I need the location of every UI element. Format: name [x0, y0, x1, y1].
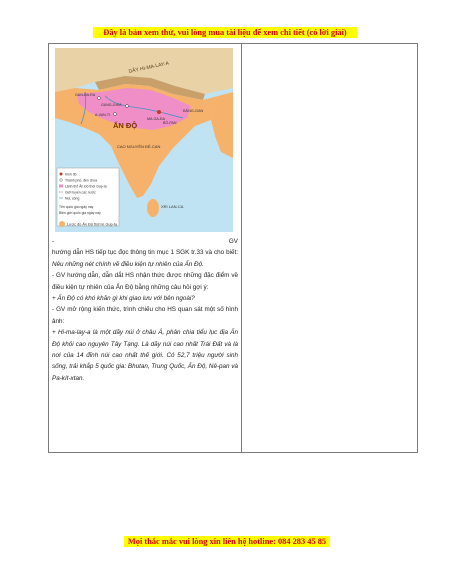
bengal-label: BĂNG-GAN [183, 109, 204, 113]
city-marker [126, 105, 129, 108]
legend-extra-item: Tên quốc gia ngày nay [59, 205, 94, 209]
instruction-paragraph [52, 247, 238, 270]
bopal-label: BÔ-PAN [163, 121, 177, 125]
legend-item: Lãnh thổ Ấn Độ thời Gúp-ta [65, 184, 107, 189]
mountains-label: DÃY HI-MA-LAY-A [128, 60, 170, 75]
ganga-label: GANG-GHIA [101, 103, 122, 107]
dash-marker: - [52, 238, 55, 245]
legend-item: Thành phố, đền chùa [65, 178, 98, 183]
first-line [52, 236, 238, 247]
gupta-india-map [55, 48, 233, 232]
hint-question: + Ấn Độ có khó khăn gì khi giao lưu với bên ngoài? [52, 295, 195, 303]
srilanka-island [147, 199, 159, 217]
map-figure [55, 48, 233, 232]
activity-cell [49, 44, 241, 452]
legend-item: Núi, sông [65, 196, 80, 201]
city-marker [98, 97, 101, 100]
capital-marker [157, 110, 161, 114]
magadha-label: MA-GA-ĐA [147, 117, 165, 121]
city-marker [114, 113, 117, 116]
srilanka-label: XRI LAN-CA [161, 204, 184, 209]
hotline-banner: Mọi thắc mắc vui lòng xin liên hệ hotline: 084 283 45 85 [124, 536, 330, 547]
preview-notice-banner: Đây là bản xem thử, vui lòng mua tài liệu để xem chi tiết (có lời giải) [93, 27, 357, 38]
caption-badge-icon [59, 221, 65, 227]
gandhara-label: GAN-ĐA-RA [75, 93, 96, 97]
legend-item: Kinh đô [65, 172, 77, 177]
legend-city-icon [60, 179, 63, 182]
lesson-table [48, 43, 418, 453]
legend-gupta-swatch [59, 185, 63, 188]
lesson-text [52, 236, 238, 384]
extension-paragraph: - GV mở rộng kiến thức, trình chiếu cho HS quan sát một số hình ảnh: [52, 306, 238, 325]
himalaya-paragraph: + Hi-ma-lay-a là một dãy núi ở châu Á, phân chia tiểu lục địa Ấn Độ khỏi cao nguyên Tây Tạng. Là dãy núi cao nhất Trái Đất và là nơi của 14 đỉnh núi cao nhất thế giới. Có 52,7 triệu người sinh sống, trải khắp 5 quốc gia: Bhutan, Trung Quốc, Ấn Độ, Nê-pan và Pa-kít-xtan. [52, 329, 238, 382]
avanti-label: A-VAN-TI [95, 113, 111, 117]
instruction-text: hướng dẫn HS tiếp tục đọc thông tin mục 1 SGK tr.33 và cho biết: [52, 249, 238, 257]
guide-paragraph: - GV hướng dẫn, dẫn dắt HS nhận thức được những đặc điểm về điều kiện tự nhiên của Ấn Độ bằng những câu hỏi gợi ý: [52, 272, 238, 291]
instruction-question: Nêu những nét chính về điều kiện tự nhiên của Ấn Độ. [52, 260, 204, 268]
map-caption: Lược đồ Ấn Độ thời kì Gúp-ta [67, 222, 118, 227]
legend-capital-icon [60, 173, 63, 176]
gv-label: GV [228, 238, 238, 245]
column-divider [241, 44, 242, 452]
legend-item: Giới tuyến các nước [65, 190, 96, 195]
plateau-label: CAO NGUYÊN ĐÊ-CAN [117, 144, 161, 149]
legend-extra-item: Biên giới quốc gia ngày nay [59, 211, 101, 215]
india-label: ẤN ĐỘ [113, 121, 138, 130]
